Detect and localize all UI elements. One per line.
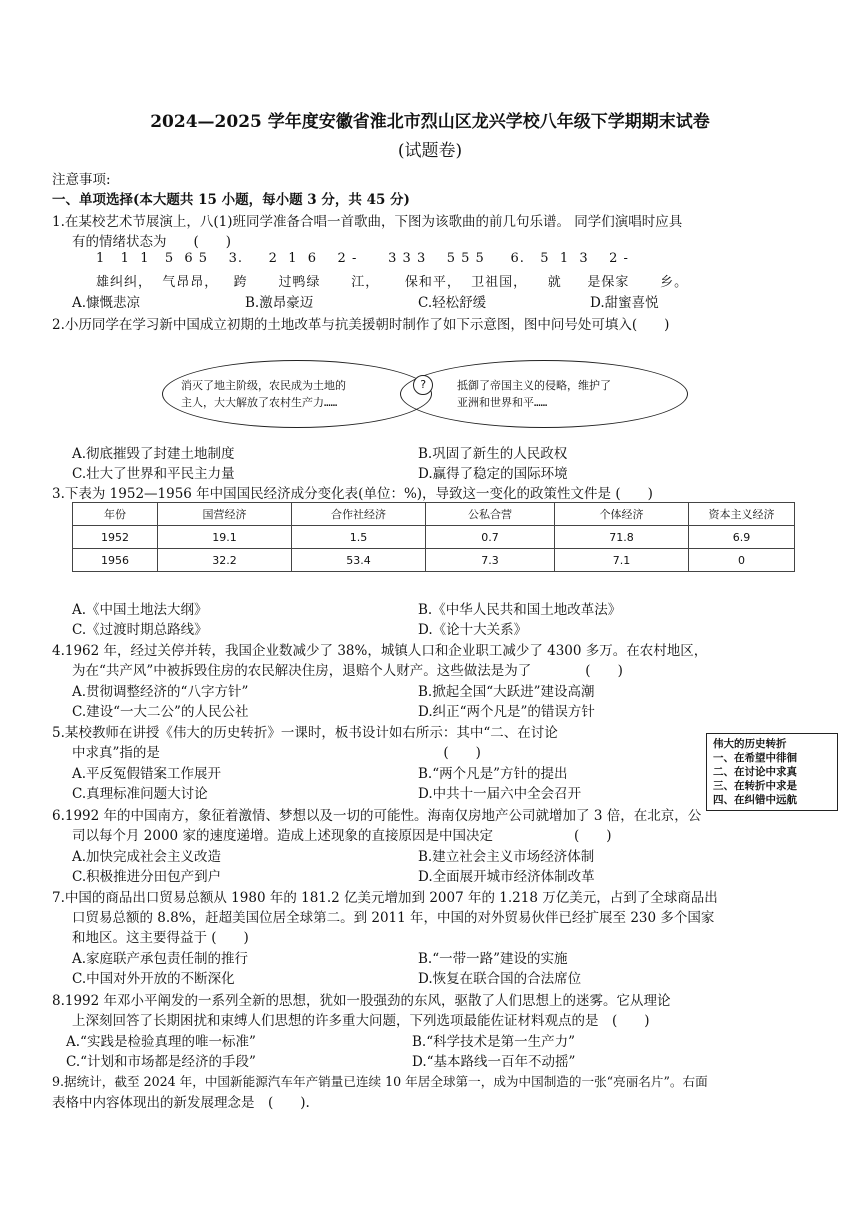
venn-left-text-1: 消灭了地主阶级，农民成为土地的 xyxy=(181,379,346,392)
question-2-option-c[interactable]: C.壮大了世界和平民主力量 xyxy=(72,466,235,482)
economy-table xyxy=(72,502,795,572)
table-cell: 7.1 xyxy=(555,549,689,572)
question-1-option-c[interactable]: C.轻松舒缓 xyxy=(418,295,487,311)
table-row xyxy=(73,526,795,549)
venn-right-ellipse xyxy=(400,360,688,428)
question-7-option-b[interactable]: B.“一带一路”建设的实施 xyxy=(418,951,568,967)
question-7-option-a[interactable]: A.家庭联产承包责任制的推行 xyxy=(72,951,249,967)
question-3-option-a[interactable]: A.《中国土地法大纲》 xyxy=(72,602,208,618)
table-row xyxy=(73,549,795,572)
question-4-stem-line2: 为在“共产风”中被拆毁住房的农民解决住房，退赔个人财产。这些做法是为了 ( ) xyxy=(72,663,623,679)
table-header-cell: 个体经济 xyxy=(555,503,689,526)
board-line: 二、在讨论中求真 xyxy=(713,766,797,778)
question-8-stem-line2: 上深刻回答了长期困扰和束缚人们思想的许多重大问题，下列选项最能佐证材料观点的是 ( ) xyxy=(72,1013,650,1029)
exam-title: 2024—2025 学年度安徽省淮北市烈山区龙兴学校八年级下学期期末试卷 xyxy=(150,112,710,132)
question-9-stem-line1: 9.据统计，截至 2024 年，中国新能源汽车年产销量已连续 10 年居全球第一，成为中国制造的一张“亮丽名片”。右面 xyxy=(52,1074,708,1089)
notice-label: 注意事项: xyxy=(52,172,111,188)
question-7-stem-line2: 口贸易总额的 8.8%，赶超美国位居全球第二。到 2011 年，中国的对外贸易伙伴已经扩展至 230 多个国家 xyxy=(72,910,715,926)
question-2-option-b[interactable]: B.巩固了新生的人民政权 xyxy=(418,446,568,462)
board-line: 伟大的历史转折 xyxy=(713,738,787,750)
blackboard-outline xyxy=(706,733,838,811)
question-3-option-c[interactable]: C.《过渡时期总路线》 xyxy=(72,622,208,638)
question-1-option-d[interactable]: D.甜蜜喜悦 xyxy=(590,295,659,311)
question-4-option-d[interactable]: D.纠正“两个凡是”的错误方针 xyxy=(418,704,595,720)
question-2-option-a[interactable]: A.彻底摧毁了封建土地制度 xyxy=(72,446,235,462)
table-cell: 0.7 xyxy=(426,526,555,549)
table-cell: 53.4 xyxy=(292,549,426,572)
music-notes: 1 1 1 5 6 5 3. 2 1 6 2 - 3 3 3 5 5 5 6. 5 1 3 2 - xyxy=(96,251,629,266)
question-8-option-c[interactable]: C.“计划和市场都是经济的手段” xyxy=(66,1054,256,1070)
question-9-stem-line2: 表格中内容体现出的新发展理念是 ( ). xyxy=(52,1095,310,1111)
table-header-cell: 公私合营 xyxy=(426,503,555,526)
question-4-stem-line1: 4.1962 年，经过关停并转，我国企业数减少了 38%，城镇人口和企业职工减少了 4300 多万。在农村地区， xyxy=(52,643,708,659)
question-7-option-c[interactable]: C.中国对外开放的不断深化 xyxy=(72,971,235,987)
question-7-stem-line1: 7.中国的商品出口贸易总额从 1980 年的 181.2 亿美元增加到 2007 年的 1.218 万亿美元，占到了全球商品出 xyxy=(52,890,718,906)
question-8-option-d[interactable]: D.“基本路线一百年不动摇” xyxy=(412,1054,576,1070)
question-6-stem-line1: 6.1992 年的中国南方，象征着激情、梦想以及一切的可能性。海南仅房地产公司就增加了 3 倍，在北京，公 xyxy=(52,808,702,824)
question-4-option-b[interactable]: B.掀起全国“大跃进”建设高潮 xyxy=(418,684,595,700)
question-3-option-d[interactable]: D.《论十大关系》 xyxy=(418,622,528,638)
board-line: 四、在纠错中远航 xyxy=(713,794,797,806)
table-cell: 6.9 xyxy=(689,526,795,549)
exam-subtitle: (试题卷) xyxy=(397,141,463,161)
question-8-option-a[interactable]: A.“实践是检验真理的唯一标准” xyxy=(66,1034,256,1050)
question-7-stem-line3: 和地区。这主要得益于 ( ) xyxy=(72,930,249,946)
question-5-option-d[interactable]: D.中共十一届六中全会召开 xyxy=(418,786,582,802)
question-2-option-d[interactable]: D.赢得了稳定的国际环境 xyxy=(418,466,568,482)
question-6-option-a[interactable]: A.加快完成社会主义改造 xyxy=(72,849,222,865)
music-lyrics: 雄纠纠， 气昂昂， 跨 过鸭绿 江， 保和平， 卫祖国， 就 是保家 乡。 xyxy=(96,275,689,290)
question-5-option-c[interactable]: C.真理标准问题大讨论 xyxy=(72,786,208,802)
table-header-cell: 年份 xyxy=(73,503,158,526)
question-1-stem-line1: 1.在某校艺术节展演上，八(1)班同学准备合唱一首歌曲，下图为该歌曲的前几句乐谱。 同学们演唱时应具 xyxy=(52,214,683,230)
section-heading: 一、单项选择(本大题共 15 小题，每小题 3 分，共 45 分) xyxy=(52,192,410,208)
question-5-stem-line1: 5.某校教师在讲授《伟大的历史转折》一课时，板书设计如右所示：其中“二、在讨论 xyxy=(52,725,558,741)
table-header-cell: 国营经济 xyxy=(158,503,292,526)
table-header-cell: 合作社经济 xyxy=(292,503,426,526)
board-line: 三、在转折中求是 xyxy=(713,780,797,792)
table-cell: 0 xyxy=(689,549,795,572)
question-5-option-a[interactable]: A.平反冤假错案工作展开 xyxy=(72,766,222,782)
question-6-option-b[interactable]: B.建立社会主义市场经济体制 xyxy=(418,849,595,865)
question-6-option-c[interactable]: C.积极推进分田包产到户 xyxy=(72,869,222,885)
question-8-stem-line1: 8.1992 年邓小平阐发的一系列全新的思想，犹如一股强劲的东风，驱散了人们思想上的迷雾。它从理论 xyxy=(52,993,671,1009)
question-7-option-d[interactable]: D.恢复在联合国的合法席位 xyxy=(418,971,582,987)
table-header-cell: 资本主义经济 xyxy=(689,503,795,526)
venn-left-ellipse xyxy=(162,360,432,428)
table-cell: 32.2 xyxy=(158,549,292,572)
question-1-option-b[interactable]: B.激昂豪迈 xyxy=(245,295,314,311)
question-2-stem: 2.小历同学在学习新中国成立初期的土地改革与抗美援朝时制作了如下示意图，图中问号处可填入( ) xyxy=(52,317,670,333)
question-5-option-b[interactable]: B.“两个凡是”方针的提出 xyxy=(418,766,568,782)
question-1-stem-line2: 有的情绪状态为 ( ) xyxy=(72,234,232,250)
table-cell: 1956 xyxy=(73,549,158,572)
question-1-option-a[interactable]: A.慷慨悲凉 xyxy=(72,295,141,311)
question-4-option-a[interactable]: A.贯彻调整经济的“八字方针” xyxy=(72,684,249,700)
question-4-option-c[interactable]: C.建设“一大二公”的人民公社 xyxy=(72,704,249,720)
venn-left-text-2: 主人，大大解放了农村生产力…… xyxy=(181,396,338,409)
venn-right-text-1: 抵御了帝国主义的侵略，维护了 xyxy=(457,379,611,392)
table-cell: 19.1 xyxy=(158,526,292,549)
table-cell: 7.3 xyxy=(426,549,555,572)
table-cell: 71.8 xyxy=(555,526,689,549)
board-line: 一、在希望中徘徊 xyxy=(713,752,797,764)
venn-right-text-2: 亚洲和世界和平…… xyxy=(457,396,548,409)
question-6-stem-line2: 司以每个月 2000 家的速度递增。造成上述现象的直接原因是中国决定 ( ) xyxy=(72,828,612,844)
question-6-option-d[interactable]: D.全面展开城市经济体制改革 xyxy=(418,869,595,885)
question-3-option-b[interactable]: B.《中华人民共和国土地改革法》 xyxy=(418,602,622,618)
question-5-stem-line2: 中求真”指的是 ( ) xyxy=(72,745,481,761)
question-3-stem: 3.下表为 1952—1956 年中国国民经济成分变化表(单位：%)，导致这一变化的政策性文件是 ( ) xyxy=(52,486,653,502)
venn-question-mark: ? xyxy=(413,375,433,395)
question-8-option-b[interactable]: B.“科学技术是第一生产力” xyxy=(412,1034,576,1050)
table-cell: 1952 xyxy=(73,526,158,549)
table-cell: 1.5 xyxy=(292,526,426,549)
table-header-row xyxy=(73,503,795,526)
